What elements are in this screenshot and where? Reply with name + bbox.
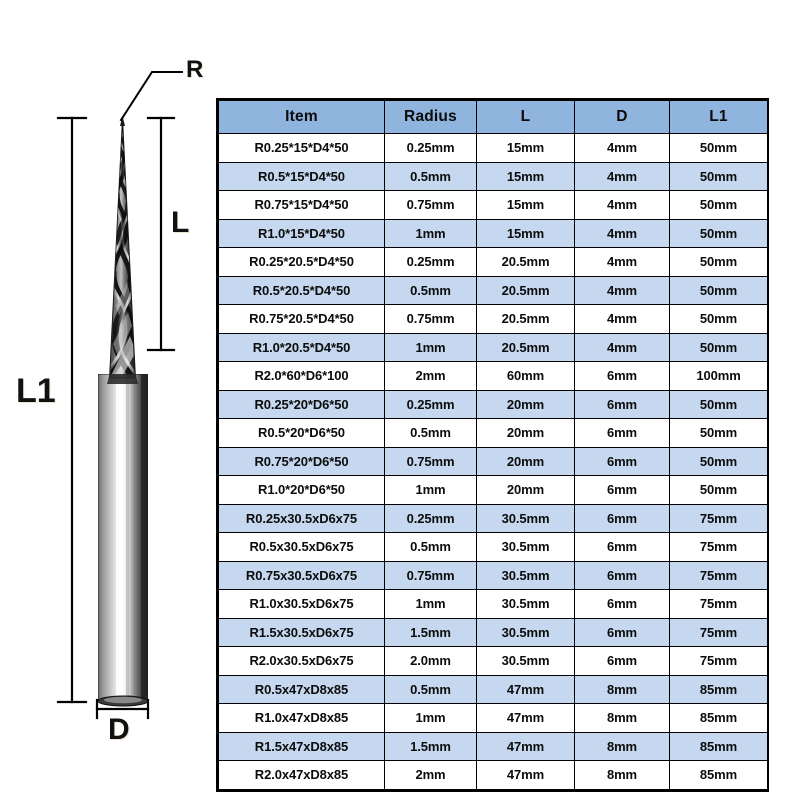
cell-radius: 0.75mm: [385, 191, 477, 220]
column-header-l1: L1: [670, 101, 768, 134]
column-header-radius: Radius: [385, 101, 477, 134]
overall-length-label: L1: [16, 372, 56, 410]
cell-d: 6mm: [575, 447, 670, 476]
cell-l1: 50mm: [670, 390, 768, 419]
cell-l1: 75mm: [670, 618, 768, 647]
cell-radius: 0.75mm: [385, 447, 477, 476]
cell-item: R0.75*20.5*D4*50: [219, 305, 385, 334]
cell-radius: 0.25mm: [385, 134, 477, 163]
cell-item: R2.0x47xD8x85: [219, 761, 385, 790]
cell-d: 4mm: [575, 162, 670, 191]
cell-item: R0.25*20*D6*50: [219, 390, 385, 419]
cell-l: 20.5mm: [477, 333, 575, 362]
cell-l1: 85mm: [670, 675, 768, 704]
cell-l1: 85mm: [670, 761, 768, 790]
overall-length-dimension: [58, 118, 86, 702]
table-header-row: [219, 101, 768, 134]
cell-radius: 0.5mm: [385, 276, 477, 305]
cell-l1: 50mm: [670, 191, 768, 220]
cell-l: 15mm: [477, 162, 575, 191]
cell-l1: 50mm: [670, 333, 768, 362]
radius-leader-line: [121, 72, 182, 120]
table-row: [219, 276, 768, 305]
cell-d: 4mm: [575, 134, 670, 163]
specification-table: [218, 100, 768, 790]
cell-item: R2.0*60*D6*100: [219, 362, 385, 391]
cell-d: 8mm: [575, 732, 670, 761]
column-header-l: L: [477, 101, 575, 134]
cell-l: 47mm: [477, 675, 575, 704]
cell-item: R0.75*20*D6*50: [219, 447, 385, 476]
table-body: [219, 134, 768, 790]
cell-d: 6mm: [575, 561, 670, 590]
cell-radius: 0.25mm: [385, 390, 477, 419]
cell-l1: 50mm: [670, 276, 768, 305]
cell-l: 30.5mm: [477, 590, 575, 619]
table-row: [219, 647, 768, 676]
column-header-item: Item: [219, 101, 385, 134]
cell-radius: 1mm: [385, 704, 477, 733]
table-row: [219, 732, 768, 761]
cell-item: R0.75*15*D4*50: [219, 191, 385, 220]
cell-item: R0.25*20.5*D4*50: [219, 248, 385, 277]
table-row: [219, 248, 768, 277]
cell-item: R1.0x47xD8x85: [219, 704, 385, 733]
cell-radius: 0.75mm: [385, 305, 477, 334]
cell-radius: 1.5mm: [385, 618, 477, 647]
cell-l: 60mm: [477, 362, 575, 391]
cell-l: 47mm: [477, 761, 575, 790]
cell-l: 30.5mm: [477, 533, 575, 562]
table-row: [219, 419, 768, 448]
table-row: [219, 504, 768, 533]
cell-item: R0.25*15*D4*50: [219, 134, 385, 163]
cell-l: 20mm: [477, 419, 575, 448]
cell-d: 4mm: [575, 219, 670, 248]
cell-l: 30.5mm: [477, 647, 575, 676]
cell-item: R1.5x47xD8x85: [219, 732, 385, 761]
column-header-d: D: [575, 101, 670, 134]
table-row: [219, 761, 768, 790]
cell-radius: 0.5mm: [385, 419, 477, 448]
cell-d: 8mm: [575, 675, 670, 704]
cell-l: 15mm: [477, 191, 575, 220]
cell-d: 6mm: [575, 533, 670, 562]
cell-d: 6mm: [575, 362, 670, 391]
cell-radius: 0.5mm: [385, 675, 477, 704]
table-row: [219, 134, 768, 163]
cell-radius: 1mm: [385, 219, 477, 248]
cell-l1: 50mm: [670, 162, 768, 191]
tool-shank: [98, 374, 148, 702]
cell-d: 4mm: [575, 276, 670, 305]
cell-d: 6mm: [575, 419, 670, 448]
cell-d: 6mm: [575, 504, 670, 533]
table-row: [219, 447, 768, 476]
cell-l: 30.5mm: [477, 618, 575, 647]
cell-item: R0.5*15*D4*50: [219, 162, 385, 191]
cell-d: 6mm: [575, 476, 670, 505]
cell-l: 15mm: [477, 134, 575, 163]
flute-length-label: L: [171, 206, 190, 239]
table-row: [219, 362, 768, 391]
specification-table-container: [216, 98, 769, 792]
cell-item: R0.5x47xD8x85: [219, 675, 385, 704]
table-row: [219, 333, 768, 362]
table-row: [219, 305, 768, 334]
cell-d: 6mm: [575, 647, 670, 676]
cell-radius: 1mm: [385, 590, 477, 619]
cell-item: R1.0*20*D6*50: [219, 476, 385, 505]
cell-item: R1.0x30.5xD6x75: [219, 590, 385, 619]
cell-l: 20mm: [477, 390, 575, 419]
shank-diameter-label: D: [108, 713, 130, 746]
tool-flutes: [104, 116, 141, 384]
cell-l: 47mm: [477, 704, 575, 733]
cell-l1: 50mm: [670, 476, 768, 505]
cell-d: 8mm: [575, 761, 670, 790]
cell-l: 47mm: [477, 732, 575, 761]
cell-item: R0.5*20*D6*50: [219, 419, 385, 448]
cell-l1: 85mm: [670, 732, 768, 761]
cell-item: R1.0*15*D4*50: [219, 219, 385, 248]
cell-l1: 50mm: [670, 219, 768, 248]
cell-l: 30.5mm: [477, 561, 575, 590]
cell-item: R0.75x30.5xD6x75: [219, 561, 385, 590]
cell-radius: 1mm: [385, 476, 477, 505]
table-row: [219, 561, 768, 590]
cell-l1: 100mm: [670, 362, 768, 391]
radius-label: R: [186, 56, 204, 83]
cell-radius: 2.0mm: [385, 647, 477, 676]
end-mill-diagram: [0, 0, 215, 800]
cell-l: 20.5mm: [477, 276, 575, 305]
table-header: [219, 101, 768, 134]
cell-radius: 2mm: [385, 761, 477, 790]
table-row: [219, 191, 768, 220]
cell-l1: 75mm: [670, 561, 768, 590]
cell-l1: 75mm: [670, 590, 768, 619]
table-row: [219, 618, 768, 647]
cell-radius: 0.25mm: [385, 504, 477, 533]
cell-l1: 50mm: [670, 248, 768, 277]
cell-l1: 50mm: [670, 134, 768, 163]
cell-radius: 0.5mm: [385, 533, 477, 562]
cell-d: 6mm: [575, 590, 670, 619]
table-row: [219, 219, 768, 248]
cell-radius: 0.5mm: [385, 162, 477, 191]
cell-radius: 2mm: [385, 362, 477, 391]
cell-radius: 0.25mm: [385, 248, 477, 277]
cell-l1: 75mm: [670, 647, 768, 676]
cell-item: R0.25x30.5xD6x75: [219, 504, 385, 533]
cell-d: 6mm: [575, 618, 670, 647]
table-row: [219, 675, 768, 704]
cell-l: 20mm: [477, 447, 575, 476]
cell-d: 4mm: [575, 248, 670, 277]
table-row: [219, 533, 768, 562]
cell-l1: 50mm: [670, 447, 768, 476]
cell-item: R2.0x30.5xD6x75: [219, 647, 385, 676]
cell-radius: 1.5mm: [385, 732, 477, 761]
table-row: [219, 704, 768, 733]
cell-radius: 1mm: [385, 333, 477, 362]
cell-l: 15mm: [477, 219, 575, 248]
cell-d: 4mm: [575, 191, 670, 220]
cell-l1: 50mm: [670, 419, 768, 448]
cell-radius: 0.75mm: [385, 561, 477, 590]
cell-l1: 85mm: [670, 704, 768, 733]
table-row: [219, 162, 768, 191]
cell-item: R0.5*20.5*D4*50: [219, 276, 385, 305]
cell-l: 20.5mm: [477, 305, 575, 334]
cell-item: R0.5x30.5xD6x75: [219, 533, 385, 562]
cell-d: 6mm: [575, 390, 670, 419]
cell-d: 8mm: [575, 704, 670, 733]
cell-d: 4mm: [575, 333, 670, 362]
table-row: [219, 590, 768, 619]
cell-l: 20.5mm: [477, 248, 575, 277]
table-row: [219, 476, 768, 505]
table-row: [219, 390, 768, 419]
cell-item: R1.0*20.5*D4*50: [219, 333, 385, 362]
cell-l1: 75mm: [670, 533, 768, 562]
cell-l1: 75mm: [670, 504, 768, 533]
cell-l: 30.5mm: [477, 504, 575, 533]
cell-item: R1.5x30.5xD6x75: [219, 618, 385, 647]
cell-l1: 50mm: [670, 305, 768, 334]
cell-d: 4mm: [575, 305, 670, 334]
cell-l: 20mm: [477, 476, 575, 505]
